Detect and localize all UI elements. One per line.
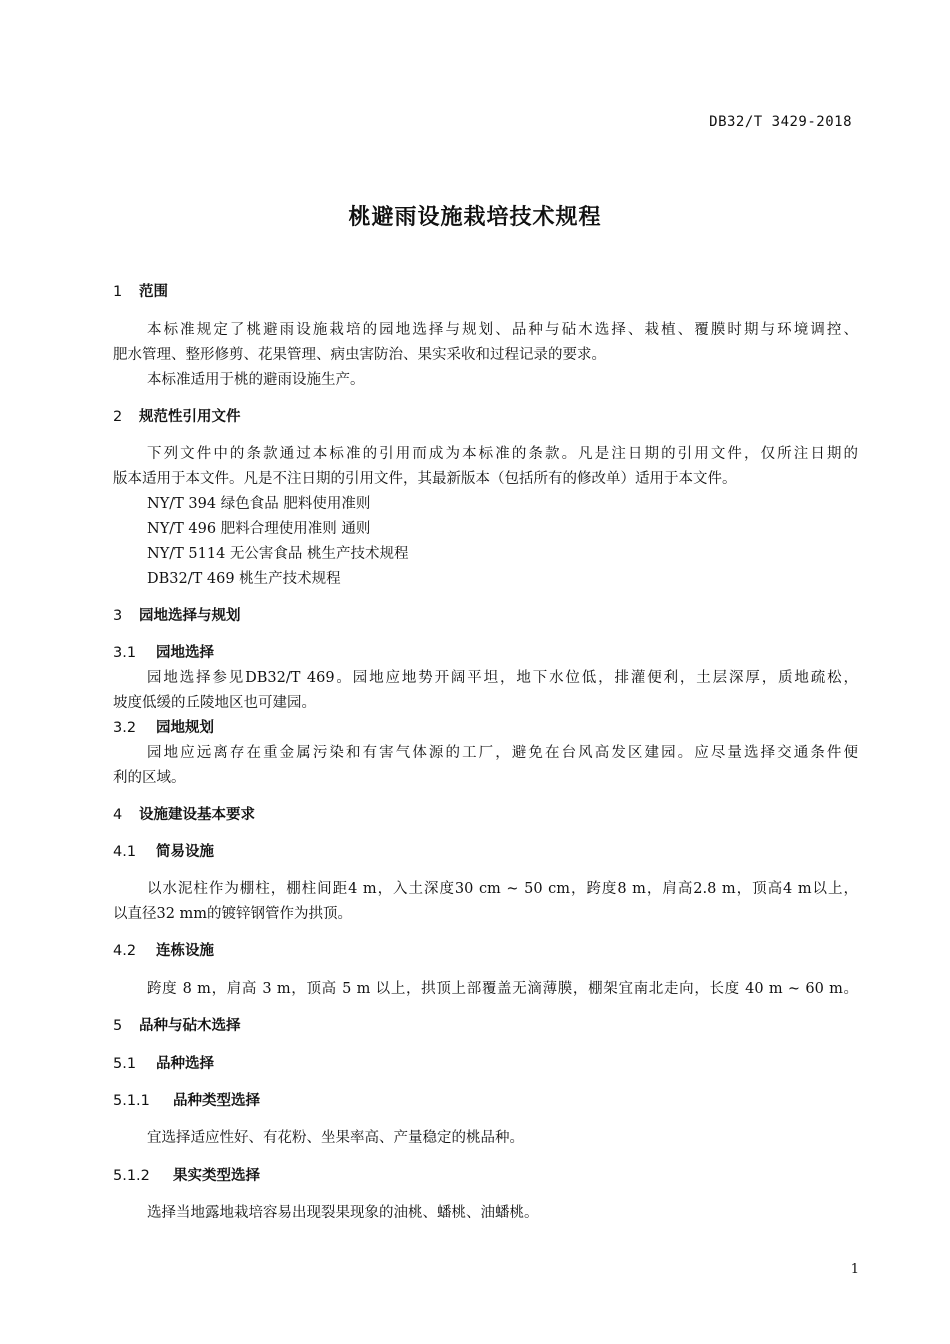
subsection-5-1-2-heading	[113, 1164, 260, 1185]
paragraph-line: 园地选择参见DB32/T 469。园地应地势开阔平坦，地下水位低，排灌便利，土层深厚，质地疏松，	[147, 670, 858, 686]
section-title: 果实类型选择	[173, 1168, 260, 1184]
section-number: 3.2	[113, 720, 137, 736]
reference-item: DB32/T 469 桃生产技术规程	[147, 571, 341, 587]
section-4-heading	[113, 803, 255, 824]
section-title: 设施建设基本要求	[139, 807, 255, 823]
section-number: 5.1	[113, 1056, 137, 1072]
paragraph-line: 利的区域。	[113, 770, 186, 786]
paragraph-line: 以水泥柱作为棚柱，棚柱间距4 m，入土深度30 cm ~ 50 cm，跨度8 m，肩高2.8 m，顶高4 m以上，	[147, 881, 858, 897]
reference-item: NY/T 394 绿色食品 肥料使用准则	[147, 496, 371, 512]
section-5-heading	[113, 1014, 241, 1035]
paragraph-line: 跨度 8 m，肩高 3 m，顶高 5 m 以上，拱顶上部覆盖无滴薄膜，棚架宜南北走向，长度 40 m ~ 60 m。	[147, 981, 858, 997]
subsection-3-1-heading	[113, 641, 214, 662]
section-title: 简易设施	[156, 844, 214, 860]
section-title: 范围	[139, 284, 168, 300]
section-title: 园地规划	[156, 720, 214, 736]
subsection-5-1-1-heading	[113, 1089, 260, 1110]
paragraph-line: 以直径32 mm的镀锌钢管作为拱顶。	[113, 906, 353, 922]
section-number: 3	[113, 608, 123, 624]
paragraph-line: 选择当地露地栽培容易出现裂果现象的油桃、蟠桃、油蟠桃。	[147, 1205, 539, 1221]
paragraph-line: 下列文件中的条款通过本标准的引用而成为本标准的条款。凡是注日期的引用文件，仅所注日期的	[147, 446, 858, 462]
section-number: 2	[113, 409, 123, 425]
paragraph-line: 肥水管理、整形修剪、花果管理、病虫害防治、果实采收和过程记录的要求。	[113, 347, 606, 363]
section-number: 5.1.1	[113, 1093, 150, 1109]
paragraph-line: 本标准规定了桃避雨设施栽培的园地选择与规划、品种与砧木选择、栽植、覆膜时期与环境调控、	[147, 322, 858, 338]
section-number: 4.1	[113, 844, 137, 860]
page-number: 1	[850, 1262, 859, 1277]
paragraph-line: 园地应远离存在重金属污染和有害气体源的工厂，避免在台风高发区建园。应尽量选择交通条件便	[147, 745, 858, 761]
paragraph-line: 版本适用于本文件。凡是不注日期的引用文件，其最新版本（包括所有的修改单）适用于本文件。	[113, 471, 737, 487]
section-3-heading	[113, 604, 241, 625]
section-title: 园地选择	[156, 645, 214, 661]
section-1-heading	[113, 280, 168, 301]
section-title: 规范性引用文件	[139, 409, 241, 425]
section-title: 连栋设施	[156, 943, 214, 959]
doc-code: DB32/T 3429-2018	[709, 114, 852, 130]
doc-title: 桃避雨设施栽培技术规程	[348, 205, 602, 230]
subsection-3-2-heading	[113, 716, 214, 737]
section-title: 品种类型选择	[173, 1093, 260, 1109]
paragraph-line: 坡度低缓的丘陵地区也可建园。	[113, 695, 316, 711]
section-title: 品种与砧木选择	[139, 1018, 241, 1034]
subsection-5-1-heading	[113, 1052, 214, 1073]
section-number: 4	[113, 807, 123, 823]
paragraph-line: 本标准适用于桃的避雨设施生产。	[147, 372, 365, 388]
section-number: 5	[113, 1018, 123, 1034]
subsection-4-1-heading	[113, 840, 214, 861]
section-number: 5.1.2	[113, 1168, 150, 1184]
paragraph-line: 宜选择适应性好、有花粉、坐果率高、产量稳定的桃品种。	[147, 1130, 524, 1146]
section-number: 4.2	[113, 943, 137, 959]
section-number: 1	[113, 284, 123, 300]
section-number: 3.1	[113, 645, 137, 661]
section-title: 品种选择	[156, 1056, 214, 1072]
section-2-heading	[113, 405, 241, 426]
reference-item: NY/T 5114 无公害食品 桃生产技术规程	[147, 546, 409, 562]
reference-item: NY/T 496 肥料合理使用准则 通则	[147, 521, 371, 537]
section-title: 园地选择与规划	[139, 608, 241, 624]
subsection-4-2-heading	[113, 939, 214, 960]
